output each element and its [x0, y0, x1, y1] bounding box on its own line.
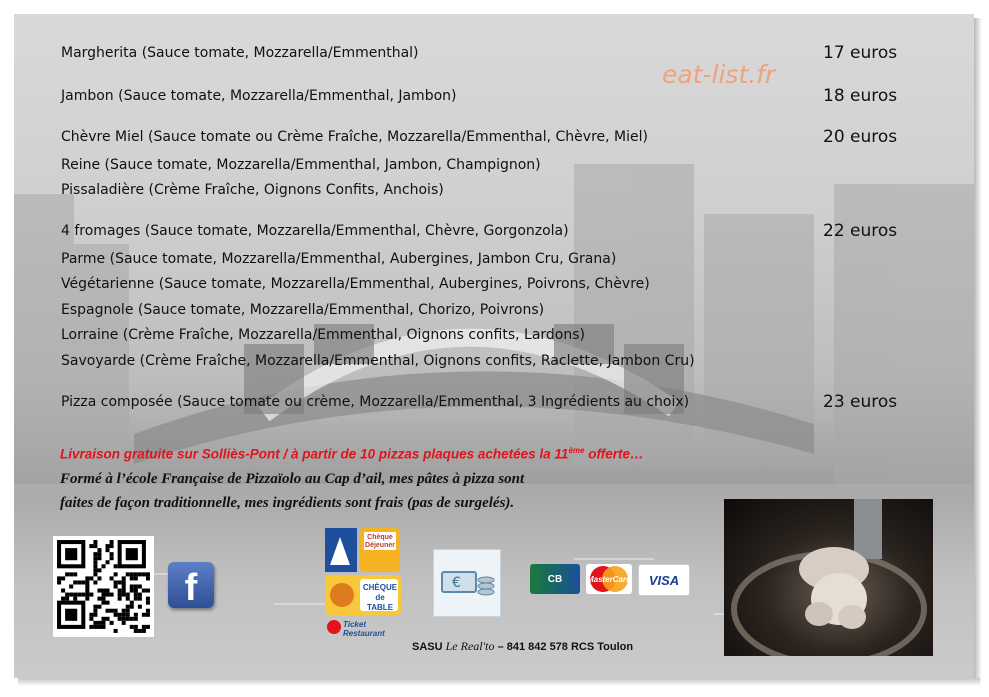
delivery-offer	[60, 446, 643, 462]
banknote-coins-icon	[434, 550, 500, 616]
cheque-table-label: CHÈQUE de TABLE	[362, 583, 398, 612]
menu-item-chevre-miel: Chèvre Miel (Sauce tomate ou Crème Fraîche, Mozzarella/Emmenthal, Chèvre, Miel)	[61, 129, 648, 145]
visa-icon: VISA	[638, 564, 690, 596]
price-18: 18 euros	[823, 86, 898, 106]
menu-item-reine: Reine (Sauce tomate, Mozzarella/Emmenthal, Jambon, Champignon)	[61, 157, 541, 173]
svg-text:€: €	[452, 575, 461, 591]
menu-item-jambon: Jambon (Sauce tomate, Mozzarella/Emmenthal, Jambon)	[61, 88, 457, 104]
price-23: 23 euros	[823, 392, 898, 412]
mastercard-label: MasterCard	[586, 574, 631, 584]
price-22: 22 euros	[823, 221, 898, 241]
menu-item-lorraine: Lorraine (Crème Fraîche, Mozzarella/Emmenthal, Oignons confits, Lardons)	[61, 327, 585, 343]
delivery-text: Livraison gratuite sur Solliès-Pont / à partir de 10 pizzas plaques achetées la 11	[60, 446, 569, 462]
cheque-dejeuner-label: Chèque Déjeuner	[365, 534, 395, 549]
page-shadow-right	[974, 18, 982, 682]
delivery-text-end: offerte…	[584, 446, 644, 462]
facebook-icon[interactable]: f	[168, 562, 214, 608]
menu-item-4-fromages: 4 fromages (Sauce tomate, Mozzarella/Emmenthal, Chèvre, Gorgonzola)	[61, 223, 569, 239]
chef-line-2: faites de façon traditionnelle, mes ingrédients sont frais (pas de surgelés).	[60, 495, 515, 511]
menu-item-margherita: Margherita (Sauce tomate, Mozzarella/Emmenthal)	[61, 45, 419, 61]
menu-item-savoyarde: Savoyarde (Crème Fraîche, Mozzarella/Emmenthal, Oignons confits, Raclette, Jambon Cru)	[61, 353, 695, 369]
qr-code[interactable]	[53, 536, 154, 637]
cb-card-icon: CB	[530, 564, 580, 594]
meal-voucher-logos	[324, 527, 402, 639]
ticket-restaurant-label: Ticket Restaurant	[343, 620, 385, 638]
dough-mixer-photo	[724, 499, 933, 656]
price-17: 17 euros	[823, 43, 898, 63]
cash-icon	[433, 549, 501, 617]
menu-item-parme: Parme (Sauce tomate, Mozzarella/Emmenthal, Aubergines, Jambon Cru, Grana)	[61, 251, 617, 267]
price-20: 20 euros	[823, 127, 898, 147]
page-shadow-bottom	[18, 678, 980, 686]
dough-photo-image	[724, 499, 933, 656]
delivery-superscript: ème	[568, 446, 585, 455]
menu-item-vegetarienne: Végétarienne (Sauce tomate, Mozzarella/Emmenthal, Aubergines, Poivrons, Chèvre)	[61, 276, 650, 292]
mastercard-icon	[586, 564, 632, 594]
company-footer	[412, 639, 633, 654]
footer-brand: Le Real'to	[445, 639, 495, 653]
qr-code-icon	[53, 536, 154, 637]
footer-suffix: – 841 842 578 RCS Toulon	[494, 641, 634, 653]
chef-line-1: Formé à l’école Française de Pizzaïolo au Cap d’ail, mes pâtes à pizza sont	[60, 471, 525, 487]
menu-item-espagnole: Espagnole (Sauce tomate, Mozzarella/Emmenthal, Chorizo, Poivrons)	[61, 302, 545, 318]
footer-prefix: SASU	[412, 641, 446, 653]
menu-item-pizza-composee: Pizza composée (Sauce tomate ou crème, Mozzarella/Emmenthal, 3 Ingrédients au choix)	[61, 394, 690, 410]
watermark: eat-list.fr	[662, 60, 776, 89]
menu-item-pissaladiere: Pissaladière (Crème Fraîche, Oignons Confits, Anchois)	[61, 182, 444, 198]
payment-cards	[530, 562, 688, 596]
